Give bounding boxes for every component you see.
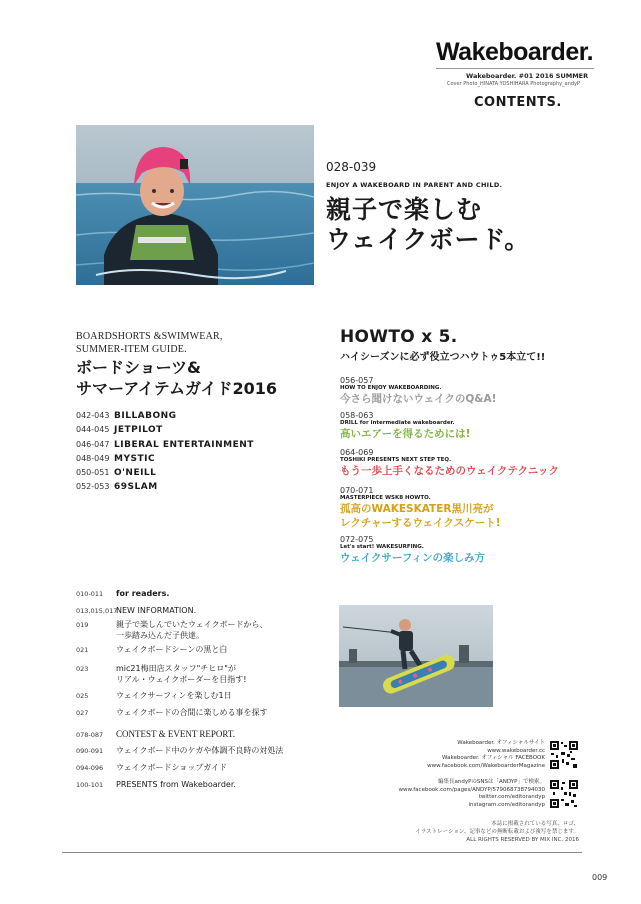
howto-item-title: ウェイクサーフィンの楽しみ方 [340, 552, 486, 564]
list-item [76, 588, 283, 605]
howto-item-title: もう一歩上手くなるためのウェイクテクニック [340, 465, 559, 477]
bottom-divider [62, 852, 582, 853]
howto-pages: 070-071 [340, 486, 374, 495]
social-label: Wakeboarder. オフィシャル FACEBOOK [442, 755, 545, 761]
site-link[interactable]: www.wakeboarder.cc [487, 747, 545, 754]
list-item-title: for readers. [116, 589, 170, 598]
list-item-pages: 010-011 [76, 590, 104, 598]
boardshorts-title-line2: サマーアイテムガイド2016 [76, 379, 278, 398]
howto-item [340, 411, 470, 441]
howto-pages: 058-063 [340, 411, 374, 420]
list-item-title: ウェイクボード中のケガや体調不良時の対処法 [116, 746, 284, 755]
instagram-link[interactable]: instagram.com/editorandyp [468, 801, 545, 808]
list-item-pages: 100-101 [76, 781, 104, 789]
howto-caption: TOSHIKI PRESENTS NEXT STEP TEQ. [340, 457, 452, 463]
photo-wakeboard-jump [339, 605, 493, 707]
copyright-line2: イラストレーション、記事などの無断転載および複写を禁じます。 [415, 829, 579, 835]
list-item-title: CONTEST & EVENT REPORT. [116, 729, 235, 739]
boardshorts-title [76, 357, 277, 399]
list-item [76, 619, 283, 644]
howto-pages: 064-069 [340, 448, 374, 457]
list-item-title-line1: mic21梅田店スタッフ"チヒロ"が [116, 664, 236, 673]
list-item-title: PRESENTS from Wakeboarder. [116, 780, 236, 789]
brand-name: LIBERAL ENTERTAINMENT [114, 439, 254, 450]
list-item [76, 644, 283, 663]
boardshorts-en-heading [76, 330, 223, 356]
list-item-pages: 025 [76, 692, 89, 700]
list-item-pages: 013,015,017 [76, 607, 118, 615]
brand-row [76, 474, 254, 493]
brand-row [76, 460, 254, 479]
copyright-line3: ALL RIGHTS RESERVED BY MIX INC. 2016 [466, 837, 579, 843]
facebook-link[interactable]: www.facebook.com/WakeboarderMagazine [427, 762, 545, 769]
howto-pages: 072-075 [340, 535, 374, 544]
feature-title-line2: ウェイクボード。 [326, 225, 531, 254]
magazine-logo: Wakeboarder. [436, 38, 594, 66]
howto-item-title: 今さら聞けないウェイクのQ&A! [340, 393, 497, 405]
brand-pages: 050-051 [76, 468, 110, 478]
boardshorts-en-line1: BOARDSHORTS &SWIMWEAR, [76, 331, 223, 342]
list-item-title-line1: 親子で楽しんでいたウェイクボードから、 [116, 620, 268, 629]
feature-subtitle: ENJOY A WAKEBOARD IN PARENT AND CHILD. [326, 181, 503, 189]
list-item [76, 690, 283, 707]
brand-pages: 052-053 [76, 482, 110, 492]
logo-divider [436, 68, 594, 69]
list-item [76, 663, 283, 690]
brand-pages: 044-045 [76, 425, 110, 435]
brand-pages: 048-049 [76, 453, 110, 463]
brand-list [76, 403, 254, 493]
social-label: Wakeboarder. オフィシャルサイト [457, 740, 545, 746]
brand-row [76, 403, 254, 421]
list-item [76, 779, 283, 795]
brand-name: BILLABONG [114, 411, 177, 421]
issue-label: Wakeboarder. #01 2016 SUMMER [466, 72, 589, 80]
brand-row [76, 432, 254, 450]
list-item [76, 605, 283, 619]
cover-credit: Cover Photo_HINATA YOSHIHARA Photography_andyP [447, 81, 581, 87]
howto-item-title-line2: レクチャーするウェイクスケート! [340, 517, 501, 529]
howto-pages: 056-057 [340, 376, 374, 385]
list-item-title: ウェイクボードシーンの黒と白 [116, 645, 228, 654]
twitter-link[interactable]: twitter.com/editorandyp [478, 794, 545, 800]
list-item-pages: 019 [76, 621, 89, 629]
howto-caption: DRILL for intermediate wakeboarder. [340, 420, 455, 426]
copyright-notice [415, 820, 579, 844]
page-number: 009 [592, 873, 608, 882]
editor-sns-block [399, 779, 546, 809]
howto-caption: Let's start! WAKESURFING. [340, 544, 424, 550]
howto-subtitle: ハイシーズンに必ず役立つハウトゥ5本立て!! [340, 352, 546, 363]
feature-pages: 028-039 [326, 160, 377, 174]
list-item-title-line2: 一歩踏み込んだ子供達。 [116, 631, 204, 640]
readers-list [76, 588, 283, 795]
list-item-pages: 094-096 [76, 764, 104, 772]
howto-item [340, 376, 496, 406]
list-item-title-line2: リアル・ウェイクボーダーを目指す! [116, 675, 247, 684]
brand-name: MYSTIC [114, 453, 156, 464]
list-item-title [116, 619, 268, 644]
howto-caption: HOW TO ENJOY WAKEBOARDING. [340, 385, 442, 391]
list-item-pages: 027 [76, 709, 89, 717]
official-site-block [427, 740, 545, 770]
howto-item-title: 高いエアーを得るためには! [340, 428, 471, 440]
list-item [76, 762, 283, 779]
howto-item [340, 535, 485, 565]
brand-name: 69SLAM [114, 482, 158, 493]
brand-name: JETPILOT [114, 425, 163, 436]
brand-pages: 042-043 [76, 411, 110, 420]
list-item-title: ウェイクサーフィンを楽しむ1日 [116, 691, 232, 700]
howto-title: HOWTO x 5. [340, 327, 458, 347]
brand-name: O'NEILL [114, 468, 157, 479]
list-item [76, 707, 283, 729]
list-item-title [116, 663, 246, 690]
boardshorts-en-line2: SUMMER-ITEM GUIDE. [76, 344, 187, 355]
copyright-line1: 本誌に掲載されている写真、ロゴ、 [491, 821, 579, 827]
boardshorts-title-line1: ボードショーツ& [76, 358, 201, 377]
list-item-pages: 023 [76, 665, 89, 673]
qr-code-icon [549, 740, 579, 770]
howto-item [340, 486, 501, 530]
howto-item [340, 448, 559, 478]
list-item [76, 745, 283, 762]
brand-pages: 046-047 [76, 439, 110, 449]
list-item-pages: 021 [76, 646, 89, 654]
list-item-pages: 078-087 [76, 731, 104, 739]
facebook-link[interactable]: www.facebook.com/pages/ANDYP/579068738794030 [398, 786, 545, 793]
howto-item-title: 孤高のWAKESKATER黒川亮が [340, 503, 494, 515]
social-label: 編集長andyPのSNSは「ANDYP」で検索。 [437, 779, 545, 785]
contents-heading: CONTENTS. [474, 95, 562, 110]
list-item-title: ウェイクボードの合間に楽しめる事を探す [116, 708, 268, 717]
howto-caption: MASTERPIECE WSK8 HOWTO. [340, 495, 431, 501]
photo-child-wakeboard [76, 125, 314, 285]
list-item-title: NEW INFORMATION. [116, 606, 197, 615]
qr-code-icon [549, 779, 579, 809]
list-item-title: ウェイクボードショップガイド [116, 763, 228, 772]
feature-title-line1: 親子で楽しむ [326, 195, 483, 224]
list-item [76, 729, 283, 745]
list-item-pages: 090-091 [76, 747, 104, 755]
feature-title [326, 195, 530, 255]
